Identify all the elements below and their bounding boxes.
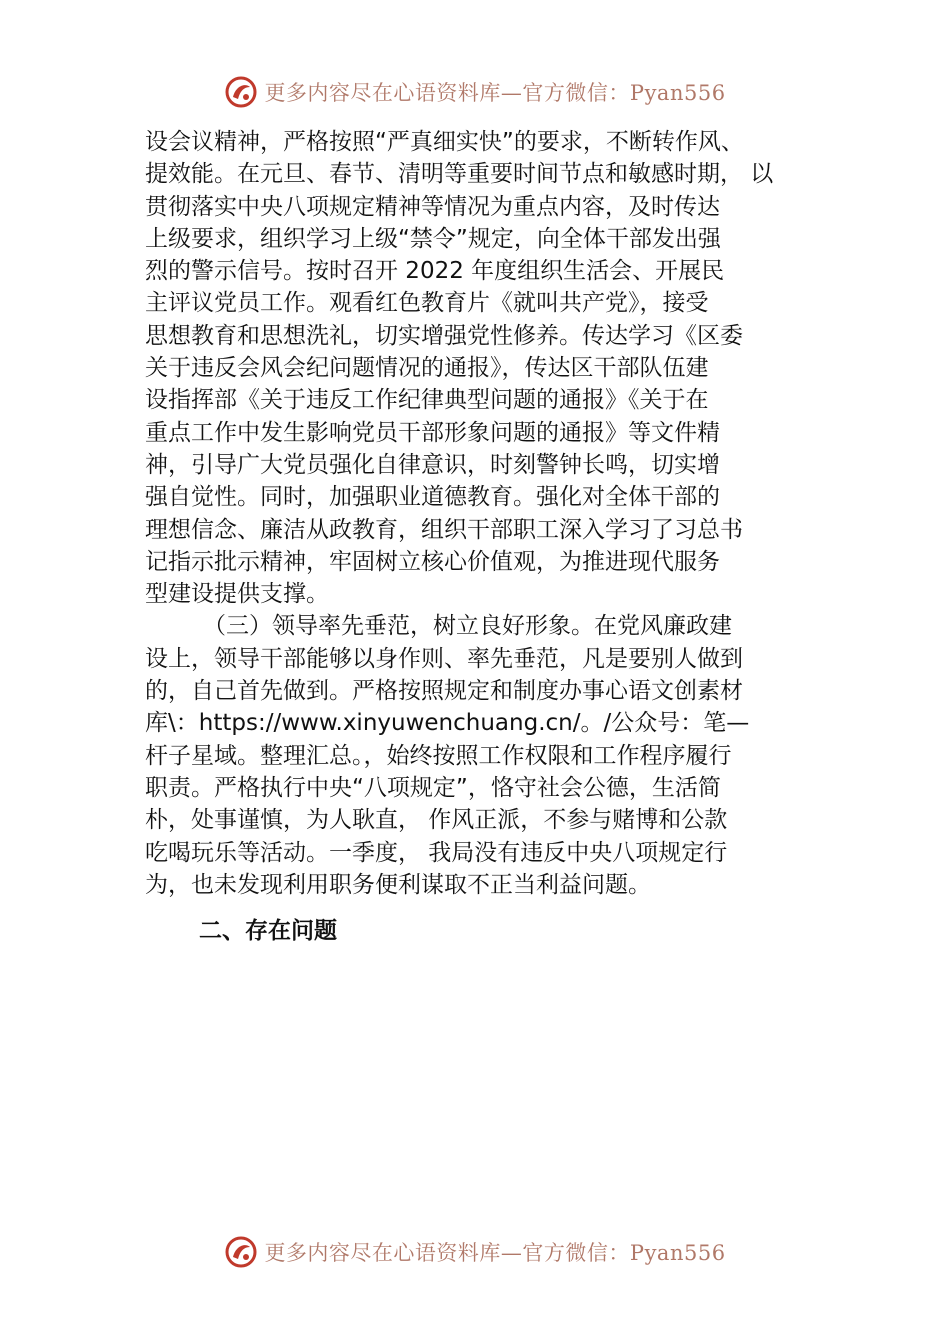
text-line: 贯彻落实中央八项规定精神等情况为重点内容，及时传达 (145, 193, 720, 220)
watermark-text: 更多内容尽在心语资料库—官方微信：Pyan556 (264, 81, 726, 105)
text-line: 思想教育和思想洗礼，切实增强党性修养。传达学习《区委 (145, 322, 743, 349)
seal-logo-icon (224, 1235, 258, 1269)
text-line: 吃喝玩乐等活动。一季度， 我局没有违反中央八项规定行 (145, 839, 728, 866)
text-line: 设上，领导干部能够以身作则、率先垂范，凡是要别人做到 (145, 645, 743, 672)
text-line: 神，引导广大党员强化自律意识，时刻警钟长鸣，切实增 (145, 451, 720, 478)
text-line: 提效能。在元旦、春节、清明等重要时间节点和敏感时期， 以 (145, 161, 774, 188)
text-line: 上级要求，组织学习上级“禁令”规定，向全体干部发出强 (145, 225, 721, 252)
text-line: 设指挥部《关于违反工作纪律典型问题的通报》《关于在 (145, 387, 709, 414)
text-line: 理想信念、廉洁从政教育，组织干部职工深入学习了习总书 (145, 516, 743, 543)
paragraph-continued (145, 126, 817, 610)
text-line: 重点工作中发生影响党员干部形象问题的通报》等文件精 (145, 419, 720, 446)
text-line: 杆子星域。整理汇总。，始终按照工作权限和工作程序履行 (145, 742, 732, 769)
watermark-text: 更多内容尽在心语资料库—官方微信：Pyan556 (264, 1241, 726, 1265)
text-line: 烈的警示信号。按时召开 2022 年度组织生活会、开展民 (145, 258, 725, 285)
header-watermark (0, 72, 950, 112)
text-line: 型建设提供支撑。 (145, 581, 329, 608)
section-heading: 二、存在问题 (199, 918, 337, 945)
text-line: 职责。严格执行中央“八项规定”，恪守社会公德，生活简 (145, 774, 721, 801)
text-line: 设会议精神，严格按照“严真细实快”的要求，不断转作风、 (145, 129, 744, 155)
text-line: 记指示批示精神，牢固树立核心价值观，为推进现代服务 (145, 548, 720, 575)
seal-logo-icon (224, 75, 258, 109)
footer-watermark (0, 1232, 950, 1272)
text-line: 主评议党员工作。观看红色教育片《就叫共产党》，接受 (145, 290, 709, 317)
text-line: 库\：https://www.xinyuwenchuang.cn/。/公众号：笔— (145, 710, 750, 737)
paragraph-leadership (145, 610, 817, 901)
text-line: （三）领导率先垂范，树立良好形象。在党风廉政建 (203, 613, 732, 640)
text-line: 朴，处事谨慎，为人耿直， 作风正派，不参与赌博和公款 (145, 807, 728, 834)
text-line: 强自觉性。同时，加强职业道德教育。强化对全体干部的 (145, 484, 720, 511)
text-line: 的，自己首先做到。严格按照规定和制度办事心语文创素材 (145, 678, 743, 705)
text-line: 为，也未发现利用职务便利谋取不正当利益问题。 (145, 871, 651, 898)
document-body (145, 126, 817, 947)
text-line: 关于违反会风会纪问题情况的通报》，传达区干部队伍建 (145, 355, 709, 382)
